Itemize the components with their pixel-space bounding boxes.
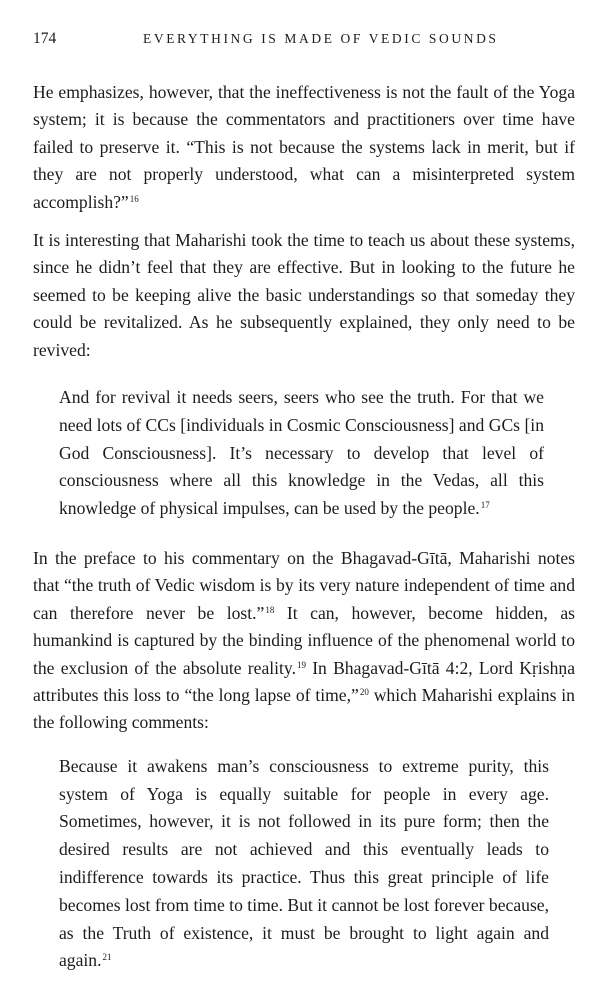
body-text (33, 79, 575, 997)
paragraph-text-part: In the preface to his commentary on the Bhagavad-Gītā, Maharishi notes that “the truth of Vedic wisdom is by its very nature independent of time and can therefore never be lost.” (33, 548, 575, 623)
block-quote-yoga (59, 753, 549, 975)
footnote-ref-17[interactable]: 17 (480, 500, 490, 511)
paragraph-revival (33, 227, 575, 364)
paragraph-ineffectiveness (33, 79, 575, 216)
running-head (33, 30, 574, 52)
quote-text: Because it awakens man’s consciousness to extreme purity, this system of Yoga is equally suitable for people in every age. Sometimes, however, it is not followed in its pure form; then the desired results are not achieved and this eventually leads to indifference towards its practice. Thus this great principle of life becomes lost from time to time. But it cannot be lost forever because, as the Truth of existence, it must be brought to light again and again. (59, 755, 549, 971)
quote-text: And for revival it needs seers, seers who see the truth. For that we need lots of CCs [individuals in Cosmic Consciousness] and GCs [in God Consciousness]. It’s necessary to develop that level of consciousness where all this knowledge in the Vedas, all this knowledge of physical impulses, can be used by the people. (59, 387, 544, 519)
paragraph-text: He emphasizes, however, that the ineffectiveness is not the fault of the Yoga system; it is because the commentators and practitioners over time have failed to preserve it. “This is not because the systems lack in merit, but if they are not properly understood, what can a misinterpreted system accomplish?” (33, 82, 575, 212)
footnote-ref-19[interactable]: 19 (296, 659, 306, 670)
paragraph-text-part: In Bhagavad-Gītā 4:2, Lord Kṛishṇa attributes this loss to “the long lapse of time,” (33, 657, 575, 706)
paragraph-text-part: It can, however, become hidden, as humankind is captured by the binding influence of the phenomenal world to the exclusion of the absolute reality. (33, 602, 575, 678)
block-quote-seers (59, 384, 544, 523)
footnote-ref-16[interactable]: 16 (129, 193, 139, 204)
paragraph-preface (33, 545, 575, 737)
footnote-ref-21[interactable]: 21 (102, 952, 112, 963)
page-number: 174 (33, 30, 57, 47)
footnote-ref-18[interactable]: 18 (265, 604, 275, 615)
paragraph-text: It is interesting that Maharishi took the time to teach us about these systems, since he didn’t feel that they are effective. But in looking to the future he seemed to be keeping alive the basic understandings so that someday they could be revitalized. As he subsequently explained, they only need to be revived: (33, 230, 575, 360)
paragraph-text-part: which Maharishi explains in the following comments: (33, 685, 575, 733)
running-title: EVERYTHING IS MADE OF VEDIC SOUNDS (143, 31, 499, 46)
footnote-ref-20[interactable]: 20 (359, 687, 369, 698)
